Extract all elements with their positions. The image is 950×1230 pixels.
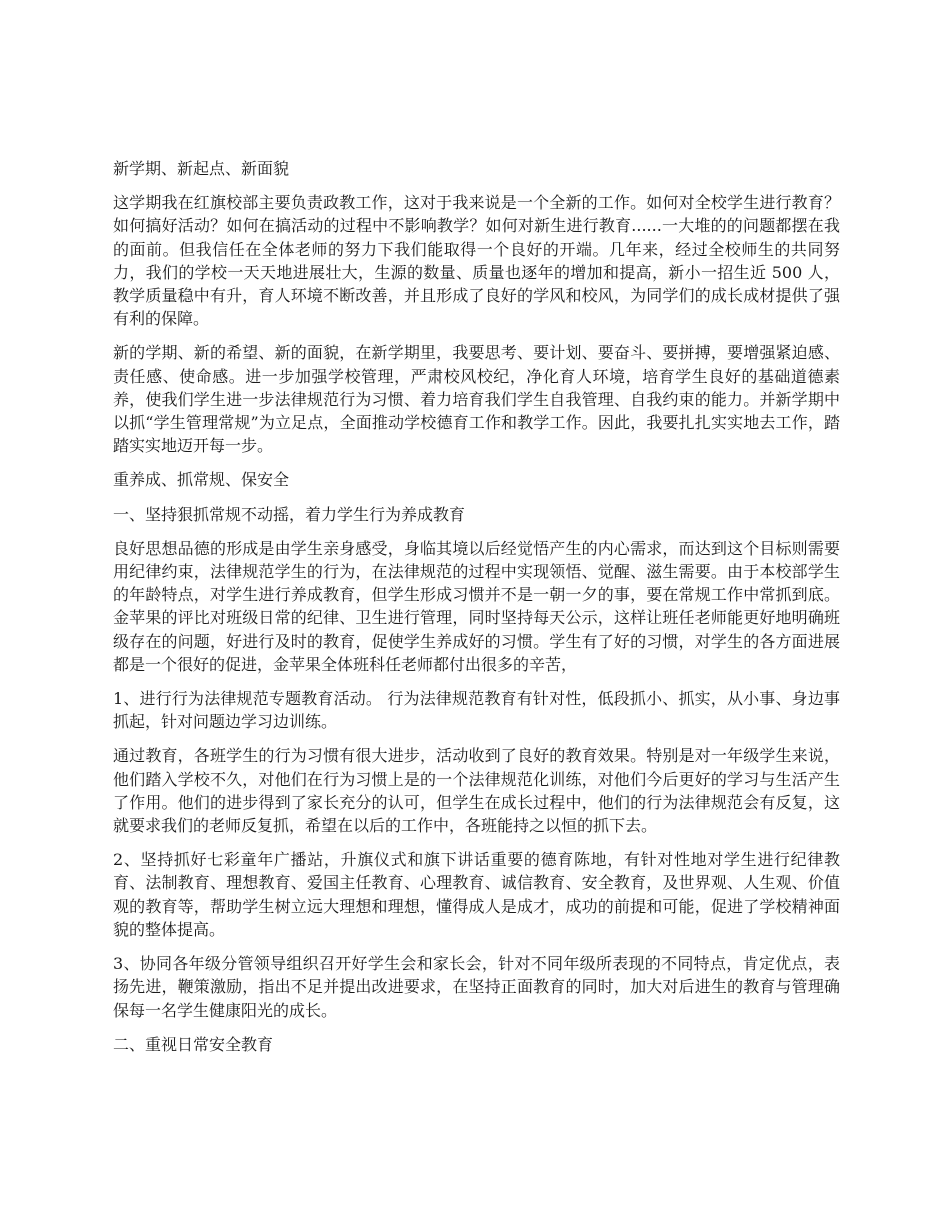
paragraph: 2、坚持抓好七彩童年广播站，升旗仪式和旗下讲话重要的德育陈地，有针对性地对学生进行纪律教育、法制教育、理想教育、爱国主任教育、心理教育、诚信教育、安全教育，及世界观、人生观、价值观的教育等，帮助学生树立远大理想和理想，懂得成人是成才，成功的前提和可能，促进了学校精神面貌的整体提高。 [113,850,840,939]
section-heading: 新学期、新起点、新面貌 [113,159,290,178]
section-heading: 重养成、抓常规、保安全 [113,470,290,490]
paragraph: 1、进行行为法律规范专题教育活动。 行为法律规范教育有针对性，低段抓小、抓实，从小事、身边事抓起，针对问题边学习边训练。 [113,689,840,732]
subsection-heading: 一、坚持狠抓常规不动摇，着力学生行为养成教育 [113,504,466,524]
paragraph: 新的学期、新的希望、新的面貌，在新学期里，我要思考、要计划、要奋斗、要拼搏，要增强紧迫感、责任感、使命感。进一步加强学校管理，严肃校风校纪，净化育人环境，培育学生良好的基础道德素养，使我们学生进一步法律规范行为习惯、着力培育我们学生自我管理、自我约束的能力。并新学期中以抓“学生管理常规”为立足点，全面推动学校德育工作和教学工作。因此，我要扎扎实实地去工作，踏踏实实地迈开每一步。 [113,343,840,456]
paragraph: 良好思想品德的形成是由学生亲身感受，身临其境以后经觉悟产生的内心需求，而达到这个目标则需要用纪律约束，法律规范学生的行为，在法律规范的过程中实现领悟、觉醒、滋生需要。由于本校部学生的年龄特点，对学生进行养成教育，但学生形成习惯并不是一朝一夕的事，要在常规工作中常抓到底。金苹果的评比对班级日常的纪律、卫生进行管理，同时坚持每天公示，这样让班任老师能更好地明确班级存在的问题，好进行及时的教育，促使学生养成好的习惯。学生有了好的习惯，对学生的各方面进展都是一个很好的促进，金苹果全体班科任老师都付出很多的辛苦， [113,538,840,674]
document-body [113,157,840,1067]
subsection-heading: 二、重视日常安全教育 [113,1034,274,1054]
paragraph: 通过教育，各班学生的行为习惯有很大进步，活动收到了良好的教育效果。特别是对一年级学生来说，他们踏入学校不久，对他们在行为习惯上是的一个法律规范化训练，对他们今后更好的学习与生活产生了作用。他们的进步得到了家长充分的认可，但学生在成长过程中，他们的行为法律规范会有反复，这就要求我们的老师反复抓，希望在以后的工作中，各班能持之以恒的抓下去。 [113,746,840,836]
paragraph: 3、协同各年级分管领导组织召开好学生会和家长会，针对不同年级所表现的不同特点，肯定优点，表扬先进，鞭策激励，指出不足并提出改进要求，在坚持正面教育的同时，加大对后进生的教育与管理确保每一名学生健康阳光的成长。 [113,954,840,1020]
paragraph: 这学期我在红旗校部主要负责政教工作，这对于我来说是一个全新的工作。如何对全校学生进行教育？如何搞好活动？如何在搞活动的过程中不影响教学？如何对新生进行教育......一大堆的的问题都摆在我的面前。但我信任在全体老师的努力下我们能取得一个良好的开端。几年来，经过全校师生的共同努力，我们的学校一天天地进展壮大，生源的数量、质量也逐年的增加和提高，新小一招生近 500 人，教学质量稳中有升，育人环境不断改善，并且形成了良好的学风和校风，为同学们的成长成材提供了强有利的保障。 [113,193,840,329]
